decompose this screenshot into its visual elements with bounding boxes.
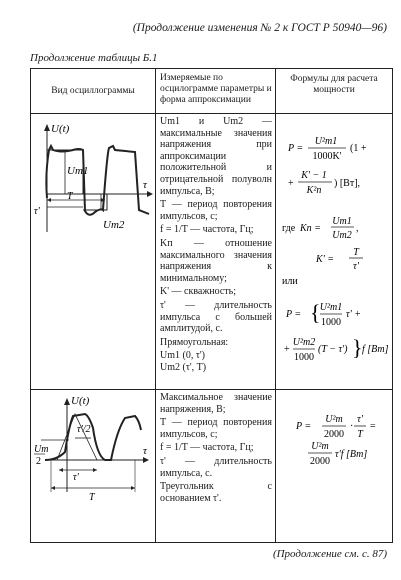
- k-num: T: [353, 247, 359, 258]
- param-text: T — период повторения импульсов, с;: [160, 417, 272, 440]
- label-two: 2: [36, 456, 41, 467]
- oscillogram-rectangular: [31, 114, 155, 384]
- kp-comma: ,: [356, 223, 359, 234]
- p-tail: τ'f [Вт]: [335, 449, 368, 460]
- row2-parameters-cell: [156, 390, 276, 543]
- row1-figure-cell: [31, 114, 156, 390]
- p-den2: T: [357, 429, 363, 440]
- p-eq: =: [370, 421, 376, 432]
- label-tau-half: τ'/2: [77, 424, 91, 435]
- ylabel-u-t: U(t): [51, 123, 70, 135]
- label-t: T: [67, 191, 73, 202]
- f1-num: U²m1: [314, 136, 338, 147]
- x-axis-arrow: [143, 457, 149, 463]
- label-tau: τ: [143, 179, 147, 191]
- param-text: K' — скважность;: [160, 286, 237, 298]
- param-text: τ' — длительность импульса с большей амплитудой, с.: [160, 299, 272, 335]
- f1-den: 1000K': [312, 151, 342, 162]
- param-text: T — период повторения импульсов, с;: [160, 199, 272, 222]
- k-den: τ': [353, 261, 359, 272]
- f2-lhs: P =: [286, 309, 302, 320]
- table-row: [31, 390, 393, 543]
- f1-lhs: P =: [288, 143, 304, 154]
- param-text: Um1 и Um2 — максимальные значения напряжения при аппроксимации положительной и отрицательной полуволн импульса, В;: [160, 116, 272, 197]
- row2-figure-cell: [31, 390, 156, 543]
- kp-num: Um1: [332, 216, 352, 227]
- label-t: T: [89, 492, 95, 503]
- row1-parameters-cell: [156, 114, 276, 390]
- y-axis-arrow: [64, 398, 70, 405]
- row2-formulas-cell: [276, 390, 393, 543]
- f2-num: U²m1: [319, 302, 343, 313]
- header-parameters: Измеряемые по осцилограмме параметры и форма аппроксимации: [156, 69, 276, 114]
- header-oscillogram: Вид осциллограммы: [31, 69, 156, 114]
- f2b-unit: f [Вт]: [362, 344, 389, 355]
- f1b-plus: +: [288, 178, 294, 189]
- p-den3: 2000: [310, 456, 330, 467]
- f1b-unit: ) [Вт],: [334, 178, 361, 189]
- or-text: или: [282, 276, 298, 287]
- f2b-den: 1000: [294, 352, 314, 363]
- label-tau-prime: τ': [34, 206, 40, 217]
- p-num2: τ': [357, 414, 363, 425]
- kp-lhs: Kп =: [300, 223, 321, 234]
- x-axis-arrow: [147, 191, 153, 197]
- param-text: Um2 (τ', T): [160, 361, 207, 373]
- header-row: [31, 69, 393, 114]
- param-text: Kп — отношение максимального значения напряжения к минимальному;: [160, 237, 272, 284]
- f2b-tail: (T − τ'): [318, 344, 348, 355]
- f2b-plus: +: [284, 344, 290, 355]
- table-row: [31, 114, 393, 390]
- p-dot: ·: [350, 421, 354, 432]
- p-num1: U²m: [325, 414, 343, 425]
- f2-mid: τ' +: [346, 309, 361, 320]
- label-um1: Um1: [67, 165, 89, 177]
- param-text: Максимальное значение напряжения, В;: [160, 392, 272, 415]
- label-um2: Um2: [103, 219, 125, 231]
- where-text: где: [282, 223, 296, 234]
- table-b1: [30, 68, 393, 543]
- f2b-num: U²m2: [292, 337, 316, 348]
- label-tau-prime: τ': [73, 472, 79, 483]
- y-axis-arrow: [44, 124, 50, 131]
- label-tau: τ: [143, 445, 147, 457]
- row2-formulas: [276, 390, 393, 537]
- param-text: Треугольник с основанием τ'.: [160, 481, 272, 504]
- k-lhs: K' =: [316, 254, 335, 265]
- p-den1: 2000: [324, 429, 344, 440]
- table-continuation-label: Продолжение таблицы Б.1: [30, 52, 158, 64]
- page-footer: (Продолжение см. с. 87): [272, 548, 387, 560]
- f2-brace: {: [310, 300, 321, 325]
- f2b-brace: }: [352, 335, 363, 360]
- waveform: [46, 146, 149, 215]
- oscillogram-triangular: [31, 390, 155, 537]
- param-text: Прямоугольная:: [160, 336, 229, 348]
- p-lhs: P =: [296, 421, 312, 432]
- label-um: Um: [34, 444, 49, 455]
- param-text: τ' — длительность импульса, с.: [160, 455, 272, 479]
- f1-tail: (1 +: [350, 143, 367, 154]
- row1-formulas-cell: [276, 114, 393, 390]
- row1-formulas: [276, 114, 393, 384]
- f1b-num: K' − 1: [301, 170, 327, 181]
- ylabel-u-t: U(t): [71, 395, 90, 407]
- header-formulas: Формулы для расчета мощности: [276, 69, 393, 114]
- param-text: f = 1/T — частота, Гц;: [160, 224, 254, 236]
- f1b-den: K²п: [306, 185, 322, 196]
- kp-den: Um2: [332, 230, 352, 241]
- p-num3: U²m: [311, 441, 329, 452]
- param-text: f = 1/T — частота, Гц;: [160, 442, 254, 454]
- f2-den: 1000: [321, 317, 341, 328]
- page-header: (Продолжение изменения № 2 к ГОСТ Р 50940—96): [132, 22, 387, 34]
- param-text: Um1 (0, τ'): [160, 350, 205, 362]
